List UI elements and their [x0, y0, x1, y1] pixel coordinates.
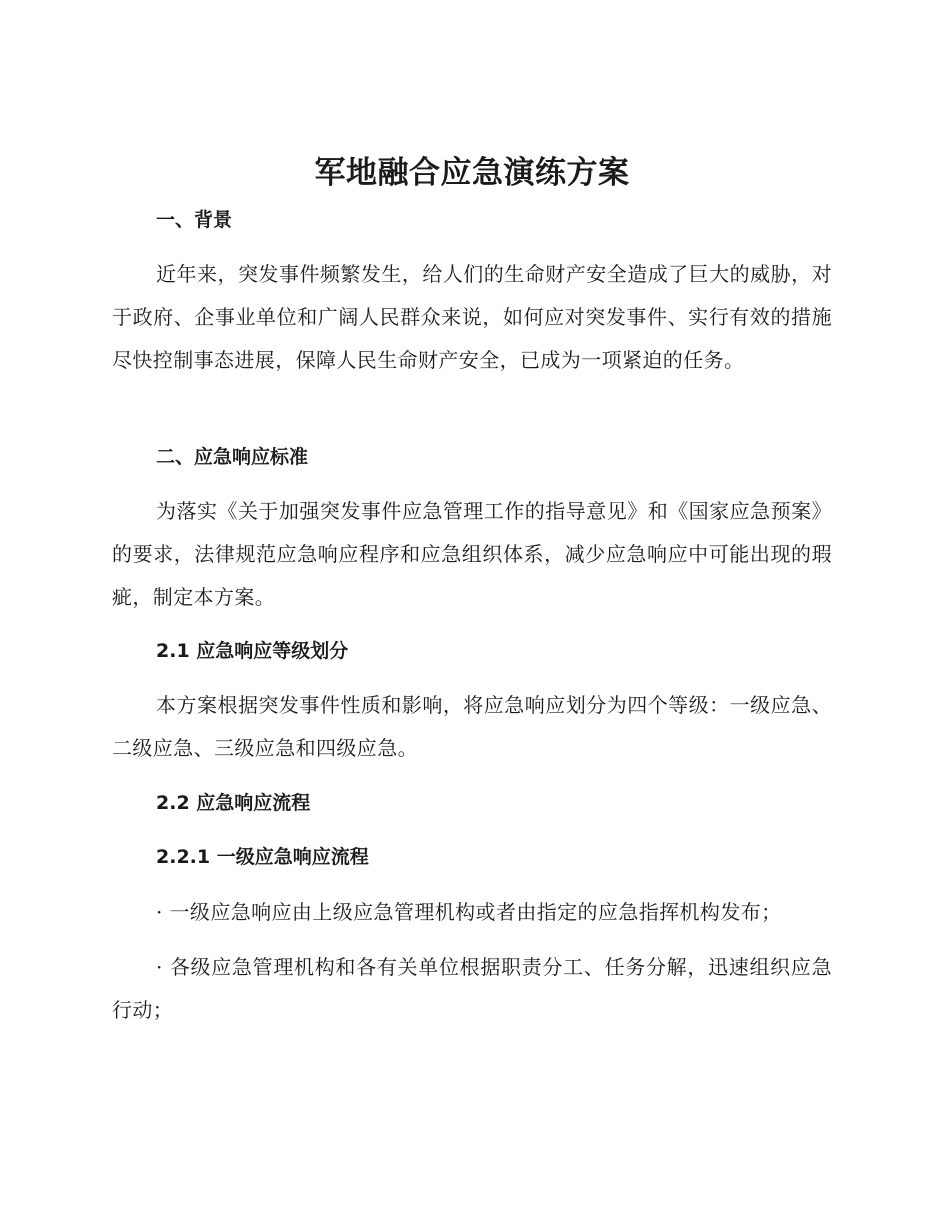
- section-heading-standard: 二、应急响应标准: [156, 446, 309, 468]
- list-item: · 各级应急管理机构和各有关单位根据职责分工、任务分解，迅速组织应急行动；: [112, 955, 832, 1022]
- paragraph-background: 近年来，突发事件频繁发生，给人们的生命财产安全造成了巨大的威胁，对于政府、企事业单位和广阔人民群众来说，如何应对突发事件、实行有效的措施尽快控制事态进展，保障人民生命财产安全，已成为一项紧迫的任务。: [112, 262, 832, 372]
- document-page: [112, 0, 832, 1230]
- list-item: · 一级应急响应由上级应急管理机构或者由指定的应急指挥机构发布；: [156, 900, 782, 924]
- subsection-heading-levels: 2.1 应急响应等级划分: [156, 640, 349, 662]
- subsection-heading-level-one: 2.2.1 一级应急响应流程: [156, 846, 369, 868]
- paragraph-levels: 本方案根据突发事件性质和影响，将应急响应划分为四个等级：一级应急、二级应急、三级应急和四级应急。: [112, 693, 832, 760]
- paragraph-standard: 为落实《关于加强突发事件应急管理工作的指导意见》和《国家应急预案》的要求，法律规范应急响应程序和应急组织体系，减少应急响应中可能出现的瑕疵，制定本方案。: [112, 499, 832, 609]
- document-title: 军地融合应急演练方案: [314, 155, 630, 191]
- section-heading-background: 一、背景: [156, 209, 233, 231]
- subsection-heading-process: 2.2 应急响应流程: [156, 792, 311, 814]
